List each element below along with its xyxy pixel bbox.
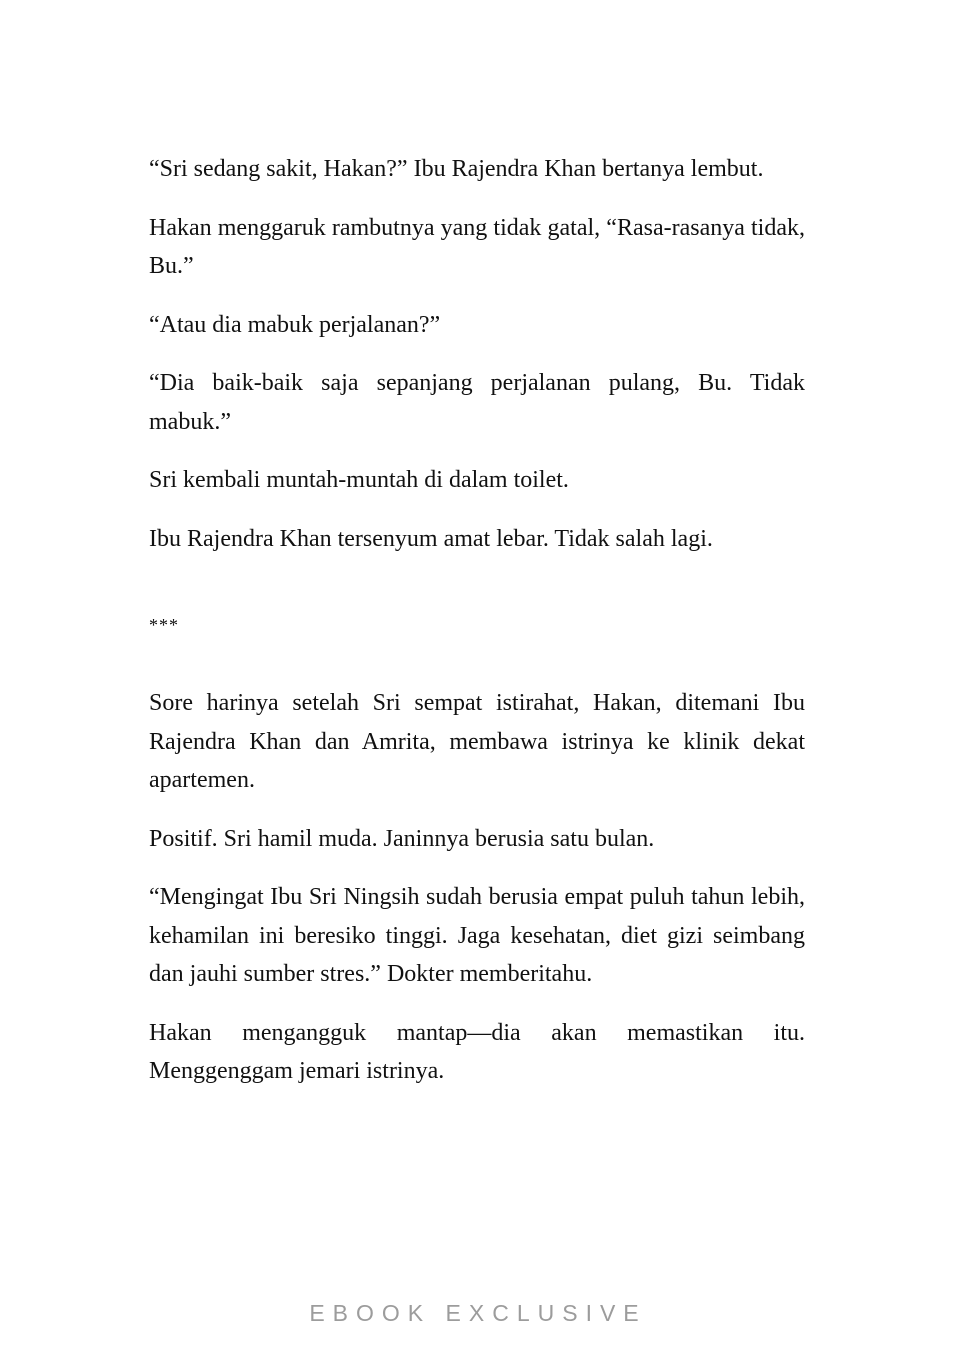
paragraph: Hakan menggaruk rambutnya yang tidak gatal, “Rasa-rasanya tidak, Bu.”: [149, 214, 805, 279]
paragraph: Sri kembali muntah-muntah di dalam toilet.: [149, 467, 569, 493]
paragraph: “Mengingat Ibu Sri Ningsih sudah berusia empat puluh tahun lebih, kehamilan ini beresiko tinggi. Jaga kesehatan, diet gizi seimbang dan jauhi sumber stres.” Dokter memberitahu.: [149, 884, 805, 987]
paragraph: “Atau dia mabuk perjalanan?”: [149, 311, 441, 338]
footer-label: EBOOK EXCLUSIVE: [309, 1300, 647, 1326]
paragraph: Positif. Sri hamil muda. Janinnya berusia satu bulan.: [149, 825, 655, 852]
paragraph: “Dia baik-baik saja sepanjang perjalanan pulang, Bu. Tidak mabuk.”: [149, 370, 805, 435]
paragraph: Ibu Rajendra Khan tersenyum amat lebar. Tidak salah lagi.: [149, 525, 713, 552]
paragraph: Hakan mengangguk mantap—dia akan memastikan itu. Menggenggam jemari istrinya.: [149, 1019, 805, 1084]
document-body: [149, 150, 805, 1111]
paragraph: “Sri sedang sakit, Hakan?” Ibu Rajendra Khan bertanya lembut.: [149, 156, 764, 182]
paragraph: Sore harinya setelah Sri sempat istirahat, Hakan, ditemani Ibu Rajendra Khan dan Amrita, membawa istrinya ke klinik dekat apartemen.: [149, 690, 805, 793]
section-separator: ***: [149, 615, 179, 635]
